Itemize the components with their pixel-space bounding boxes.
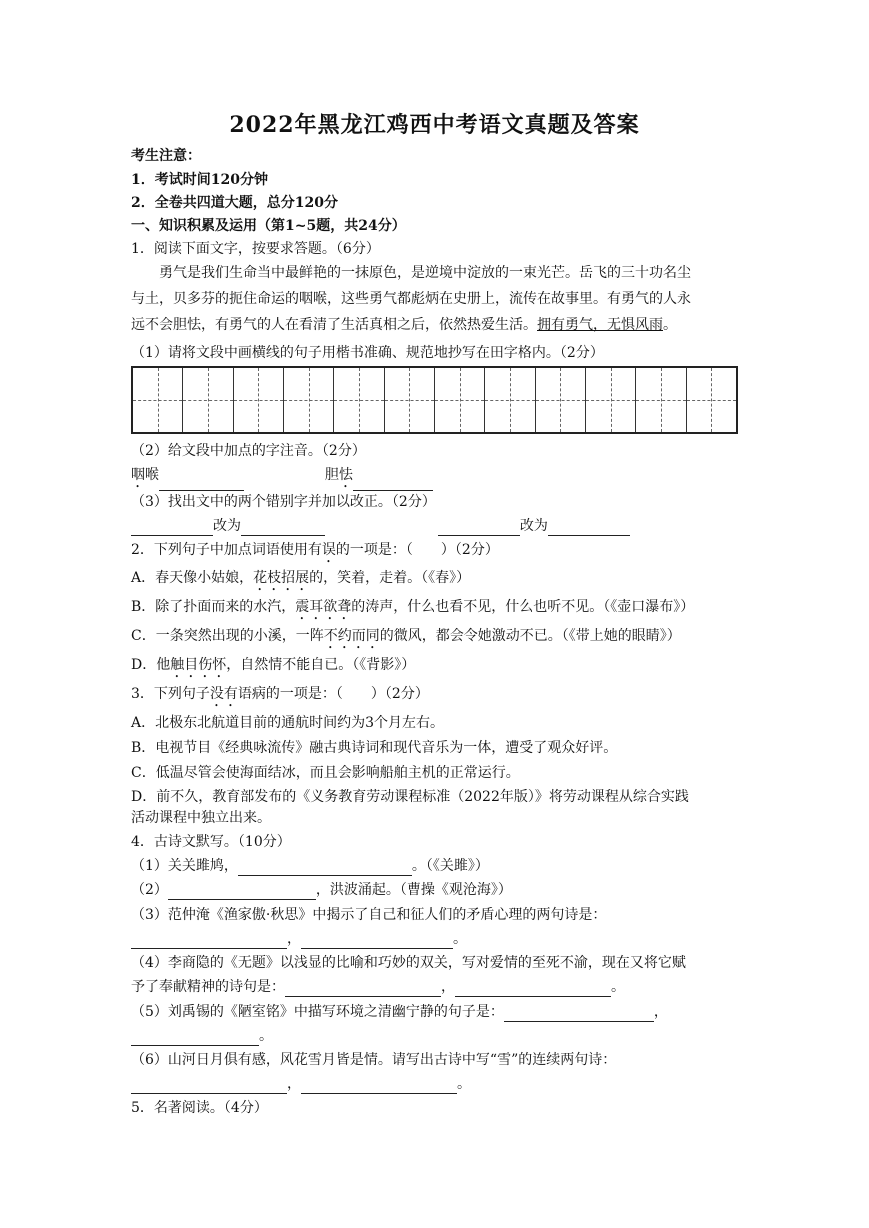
q2-option-d[interactable] [131, 655, 415, 681]
pinyin-blank[interactable] [353, 476, 433, 491]
q4-item-5 [131, 1002, 668, 1022]
punct: 。 [259, 1028, 273, 1044]
dotted-word: 触目伤怀 [170, 657, 227, 673]
grid-cell[interactable] [234, 368, 284, 432]
passage-text: 。 [663, 317, 677, 333]
q2-option-b[interactable] [131, 597, 694, 623]
section-heading: 一、知识积累及运用（第1~5题，共24分） [131, 218, 406, 234]
word-label [131, 467, 159, 483]
q1-passage-line [131, 315, 677, 335]
poem-blank[interactable] [285, 982, 441, 997]
option-text: 的微风，都会令她激动不已。（《带上她的眼睛》） [379, 628, 681, 644]
q1-sub3: （3）找出文中的两个错别字并加以改正。（2分） [131, 494, 436, 510]
grid-cell[interactable] [536, 368, 586, 432]
q4-item-1 [131, 856, 489, 876]
q4-item-4: （4）李商隐的《无题》以浅显的比喻和巧妙的双关，写对爱情的至死不渝，现在又将它赋 [131, 955, 686, 971]
tianzige-grid[interactable] [131, 366, 738, 434]
page-title: 2022年黑龙江鸡西中考语文真题及答案 [229, 112, 640, 138]
dotted-char: 怯 [338, 467, 353, 483]
punct: ， [441, 979, 455, 995]
item-text: ，洪波涌起。（曹操《观沧海》） [315, 882, 512, 898]
item-text: 予了奉献精神的诗句是： [131, 979, 285, 995]
correct-char-blank[interactable] [548, 521, 630, 536]
q1-passage-line: 勇气是我们生命当中最鲜艳的一抹原色，是逆境中淀放的一束光芒。岳飞的三十功名尘 [159, 265, 691, 281]
q1-stem: 1．阅读下面文字，按要求答题。（6分） [131, 241, 380, 257]
plain-char: 胆 [324, 467, 339, 483]
grid-cell[interactable] [636, 368, 686, 432]
q2-option-c[interactable] [131, 626, 681, 652]
q4-item-6: （6）山河日月俱有感，风花雪月皆是情。请写出古诗中写“雪”的连续两句诗： [131, 1052, 617, 1068]
option-text: 的涛声，什么也看不见，什么也听不见。（《壶口瀑布》） [351, 599, 695, 615]
passage-text: 远不会胆怯，有勇气的人在看清了生活真相之后，依然热爱生活。 [131, 317, 537, 333]
poem-blank[interactable] [131, 1079, 287, 1094]
poem-blank[interactable] [455, 982, 611, 997]
punct: 。 [611, 979, 625, 995]
punct: ， [287, 931, 301, 947]
q4-stem: 4．古诗文默写。（10分） [131, 834, 291, 850]
grid-cell[interactable] [334, 368, 384, 432]
notice-time: 1．考试时间120分钟 [131, 172, 268, 188]
dotted-word: 震耳欲聋 [295, 599, 352, 615]
q3-option-d[interactable]: D．前不久，教育部发布的《义务教育劳动课程标准（2022年版）》将劳动课程从综合实践 [131, 789, 689, 805]
q3-option-c[interactable]: C．低温尽管会使海面结冰，而且会影响船舶主机的正常运行。 [131, 765, 520, 781]
poem-blank[interactable] [301, 934, 453, 949]
grid-cell[interactable] [183, 368, 233, 432]
poem-blank[interactable] [131, 1031, 259, 1046]
grid-cell[interactable] [435, 368, 485, 432]
q1-sub3-answers [131, 516, 630, 536]
dotted-word: 没有 [209, 686, 238, 702]
q1-sub2: （2）给文段中加点的字注音。（2分） [131, 443, 366, 459]
punct: ， [653, 1004, 668, 1020]
q3-stem [131, 684, 429, 710]
q1-passage-line: 与土，贝多芬的扼住命运的咽喉，这些勇气都彪炳在史册上，流传在故事里。有勇气的人永 [131, 291, 691, 307]
item-text: （1）关关雎鸠， [131, 858, 238, 874]
notice-heading: 考生注意： [131, 148, 201, 164]
dotted-word: 误 [321, 542, 336, 558]
q3-option-b[interactable]: B．电视节目《经典咏流传》融古典诗词和现代音乐为一体，遭受了观众好评。 [131, 740, 618, 756]
grid-cell[interactable] [385, 368, 435, 432]
q2-stem [131, 540, 499, 566]
punct: ， [287, 1076, 301, 1092]
poem-blank[interactable] [504, 1007, 654, 1022]
dotted-word: 不约而同 [323, 628, 380, 644]
stem-text: 语病的一项是：（ ）（2分） [237, 686, 429, 702]
option-text: ，自然情不能自已。（《背影》） [226, 657, 416, 673]
q2-option-a[interactable] [131, 568, 470, 594]
word-label [325, 467, 353, 483]
correct-char-blank[interactable] [241, 521, 325, 536]
grid-cell[interactable] [586, 368, 636, 432]
change-label: 改为 [519, 518, 548, 534]
q1-sub2-answers [131, 465, 433, 491]
dotted-char: 咽 [131, 467, 145, 483]
item-text: 。（《关雎》） [411, 858, 489, 874]
wrong-char-blank[interactable] [131, 521, 213, 536]
q3-option-d-cont: 活动课程中独立出来。 [131, 810, 271, 826]
q1-sub1: （1）请将文段中画横线的句子用楷书准确、规范地抄写在田字格内。（2分） [131, 345, 604, 361]
q4-item-5-answer [131, 1026, 273, 1046]
poem-blank[interactable] [131, 934, 287, 949]
option-text: C．一条突然出现的小溪，一阵 [131, 628, 324, 644]
punct: 。 [453, 931, 467, 947]
q4-item-2 [131, 880, 512, 900]
option-text: D．他 [131, 657, 171, 673]
punct: 。 [457, 1076, 471, 1092]
pinyin-blank[interactable] [159, 476, 244, 491]
notice-score: 2．全卷共四道大题，总分120分 [131, 195, 338, 211]
q4-item-6-answer [131, 1074, 471, 1094]
option-text: A．春天像小姑娘， [131, 570, 254, 586]
q4-item-3-answer [131, 929, 467, 949]
poem-blank[interactable] [301, 1079, 457, 1094]
q4-item-4-answer [131, 977, 625, 997]
grid-cell[interactable] [485, 368, 535, 432]
plain-char: 喉 [145, 467, 159, 483]
change-label: 改为 [213, 518, 241, 534]
stem-text: 2．下列句子中加点词语使用有 [131, 542, 322, 558]
grid-cell[interactable] [284, 368, 334, 432]
item-text: （5）刘禹锡的《陋室铭》中描写环境之清幽宁静的句子是： [131, 1004, 504, 1020]
grid-cell[interactable] [687, 368, 736, 432]
underlined-sentence: 拥有勇气，无惧风雨 [537, 317, 663, 333]
stem-text: 的一项是：（ ）（2分） [335, 542, 499, 558]
item-text: （2） [131, 882, 168, 898]
dotted-word: 花枝招展 [253, 570, 310, 586]
q5-stem: 5．名著阅读。（4分） [131, 1100, 268, 1116]
stem-text: 3．下列句子 [131, 686, 210, 702]
option-text: B．除了扑面而来的水汽， [131, 599, 296, 615]
wrong-char-blank[interactable] [438, 521, 520, 536]
grid-cell[interactable] [133, 368, 183, 432]
poem-blank[interactable] [168, 885, 316, 900]
q4-item-3: （3）范仲淹《渔家傲·秋思》中揭示了自己和征人们的矛盾心理的两句诗是： [131, 907, 607, 923]
option-text: 的，笑着，走着。（《春》） [309, 570, 471, 586]
poem-blank[interactable] [238, 861, 412, 876]
q3-option-a[interactable]: A．北极东北航道目前的通航时间约为3个月左右。 [131, 715, 445, 731]
